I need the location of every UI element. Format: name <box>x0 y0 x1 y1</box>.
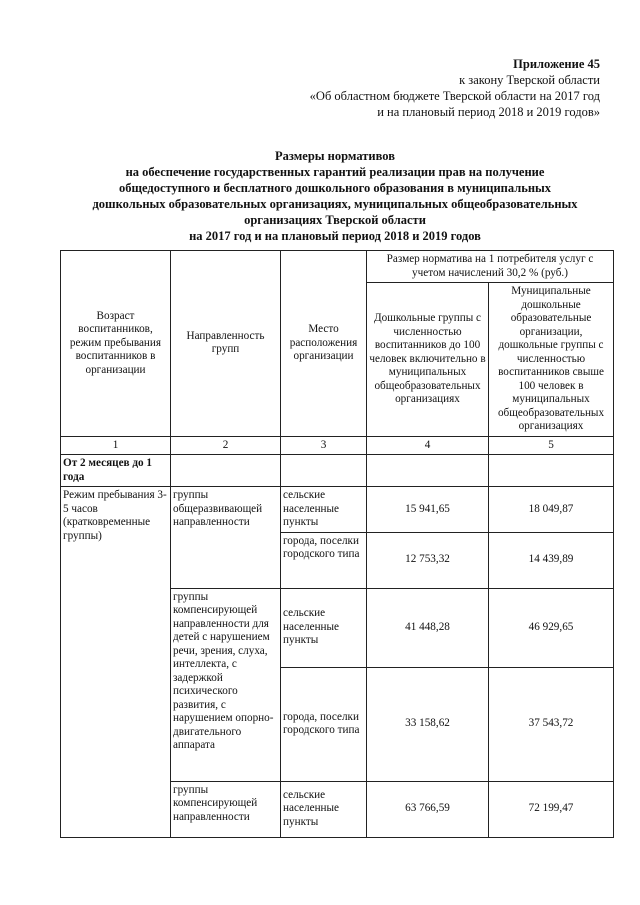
heading-line-3: общедоступного и бесплатного дошкольного образования в муниципальных <box>118 181 552 195</box>
heading-line-1: Размеры нормативов <box>275 149 395 163</box>
place-rural: сельские населенные пункты <box>281 781 367 837</box>
value-col4: 33 158,62 <box>367 667 489 781</box>
section-label: От 2 месяцев до 1 года <box>61 455 171 487</box>
value-col5: 14 439,89 <box>489 532 614 588</box>
column-number: 4 <box>367 436 489 455</box>
value-col4: 15 941,65 <box>367 487 489 533</box>
appendix-line-3: и на плановый период 2018 и 2019 годов» <box>377 105 600 119</box>
heading-line-5: организациях Тверской области <box>244 213 426 227</box>
value-col5: 46 929,65 <box>489 588 614 667</box>
place-urban: города, поселки городского типа <box>281 667 367 781</box>
value-col4: 12 753,32 <box>367 532 489 588</box>
norms-table <box>60 250 614 838</box>
column-number: 1 <box>61 436 171 455</box>
column-number: 3 <box>281 436 367 455</box>
group-compensating: группы компенсирующей направленности <box>171 781 281 837</box>
appendix-line-2: «Об областном бюджете Тверской области на 2017 год <box>309 89 600 103</box>
header-row <box>61 251 614 283</box>
place-rural: сельские населенные пункты <box>281 588 367 667</box>
heading-line-6: на 2017 год и на плановый период 2018 и 2019 годов <box>189 229 481 243</box>
header-large-organizations: Муниципальные дошкольные образовательные организации, дошкольные группы с численностью воспитанников свыше 100 человек в муниципальных общеобразовательных организациях <box>489 283 614 437</box>
group-general: группы общеразвивающей направленности <box>171 487 281 589</box>
mode-cell: Режим пребывания 3-5 часов (кратковременные группы) <box>61 487 171 838</box>
header-group-type: Направленность групп <box>171 251 281 437</box>
header-small-groups: Дошкольные группы с численностью воспитанников до 100 человек включительно в муниципальных общеобразовательных организациях <box>367 283 489 437</box>
appendix-title: Приложение 45 <box>513 57 600 71</box>
value-col5: 72 199,47 <box>489 781 614 837</box>
value-col5: 37 543,72 <box>489 667 614 781</box>
value-col5: 18 049,87 <box>489 487 614 533</box>
heading-line-2: на обеспечение государственных гарантий реализации прав на получение <box>125 165 545 179</box>
place-urban: города, поселки городского типа <box>281 532 367 588</box>
heading-line-4: дошкольных образовательных организациях, муниципальных общеобразовательных <box>92 197 578 211</box>
place-rural: сельские населенные пункты <box>281 487 367 533</box>
column-number: 5 <box>489 436 614 455</box>
group-compensating-special: группы компенсирующей направленности для детей с нарушением речи, зрения, слуха, интеллекта, с задержкой психического развития, с нарушением опорно-двигательного аппарата <box>171 588 281 781</box>
value-col4: 63 766,59 <box>367 781 489 837</box>
header-age-mode: Возраст воспитанников, режим пребывания воспитанников в организации <box>61 251 171 437</box>
section-row <box>61 455 614 487</box>
column-number-row <box>61 436 614 455</box>
table-row <box>61 487 614 533</box>
appendix-line-1: к закону Тверской области <box>459 73 600 87</box>
header-location: Место расположения организации <box>281 251 367 437</box>
document-heading <box>60 148 610 244</box>
value-col4: 41 448,28 <box>367 588 489 667</box>
appendix-block <box>310 56 600 120</box>
column-number: 2 <box>171 436 281 455</box>
header-norm-size: Размер норматива на 1 потребителя услуг с учетом начислений 30,2 % (руб.) <box>367 251 614 283</box>
